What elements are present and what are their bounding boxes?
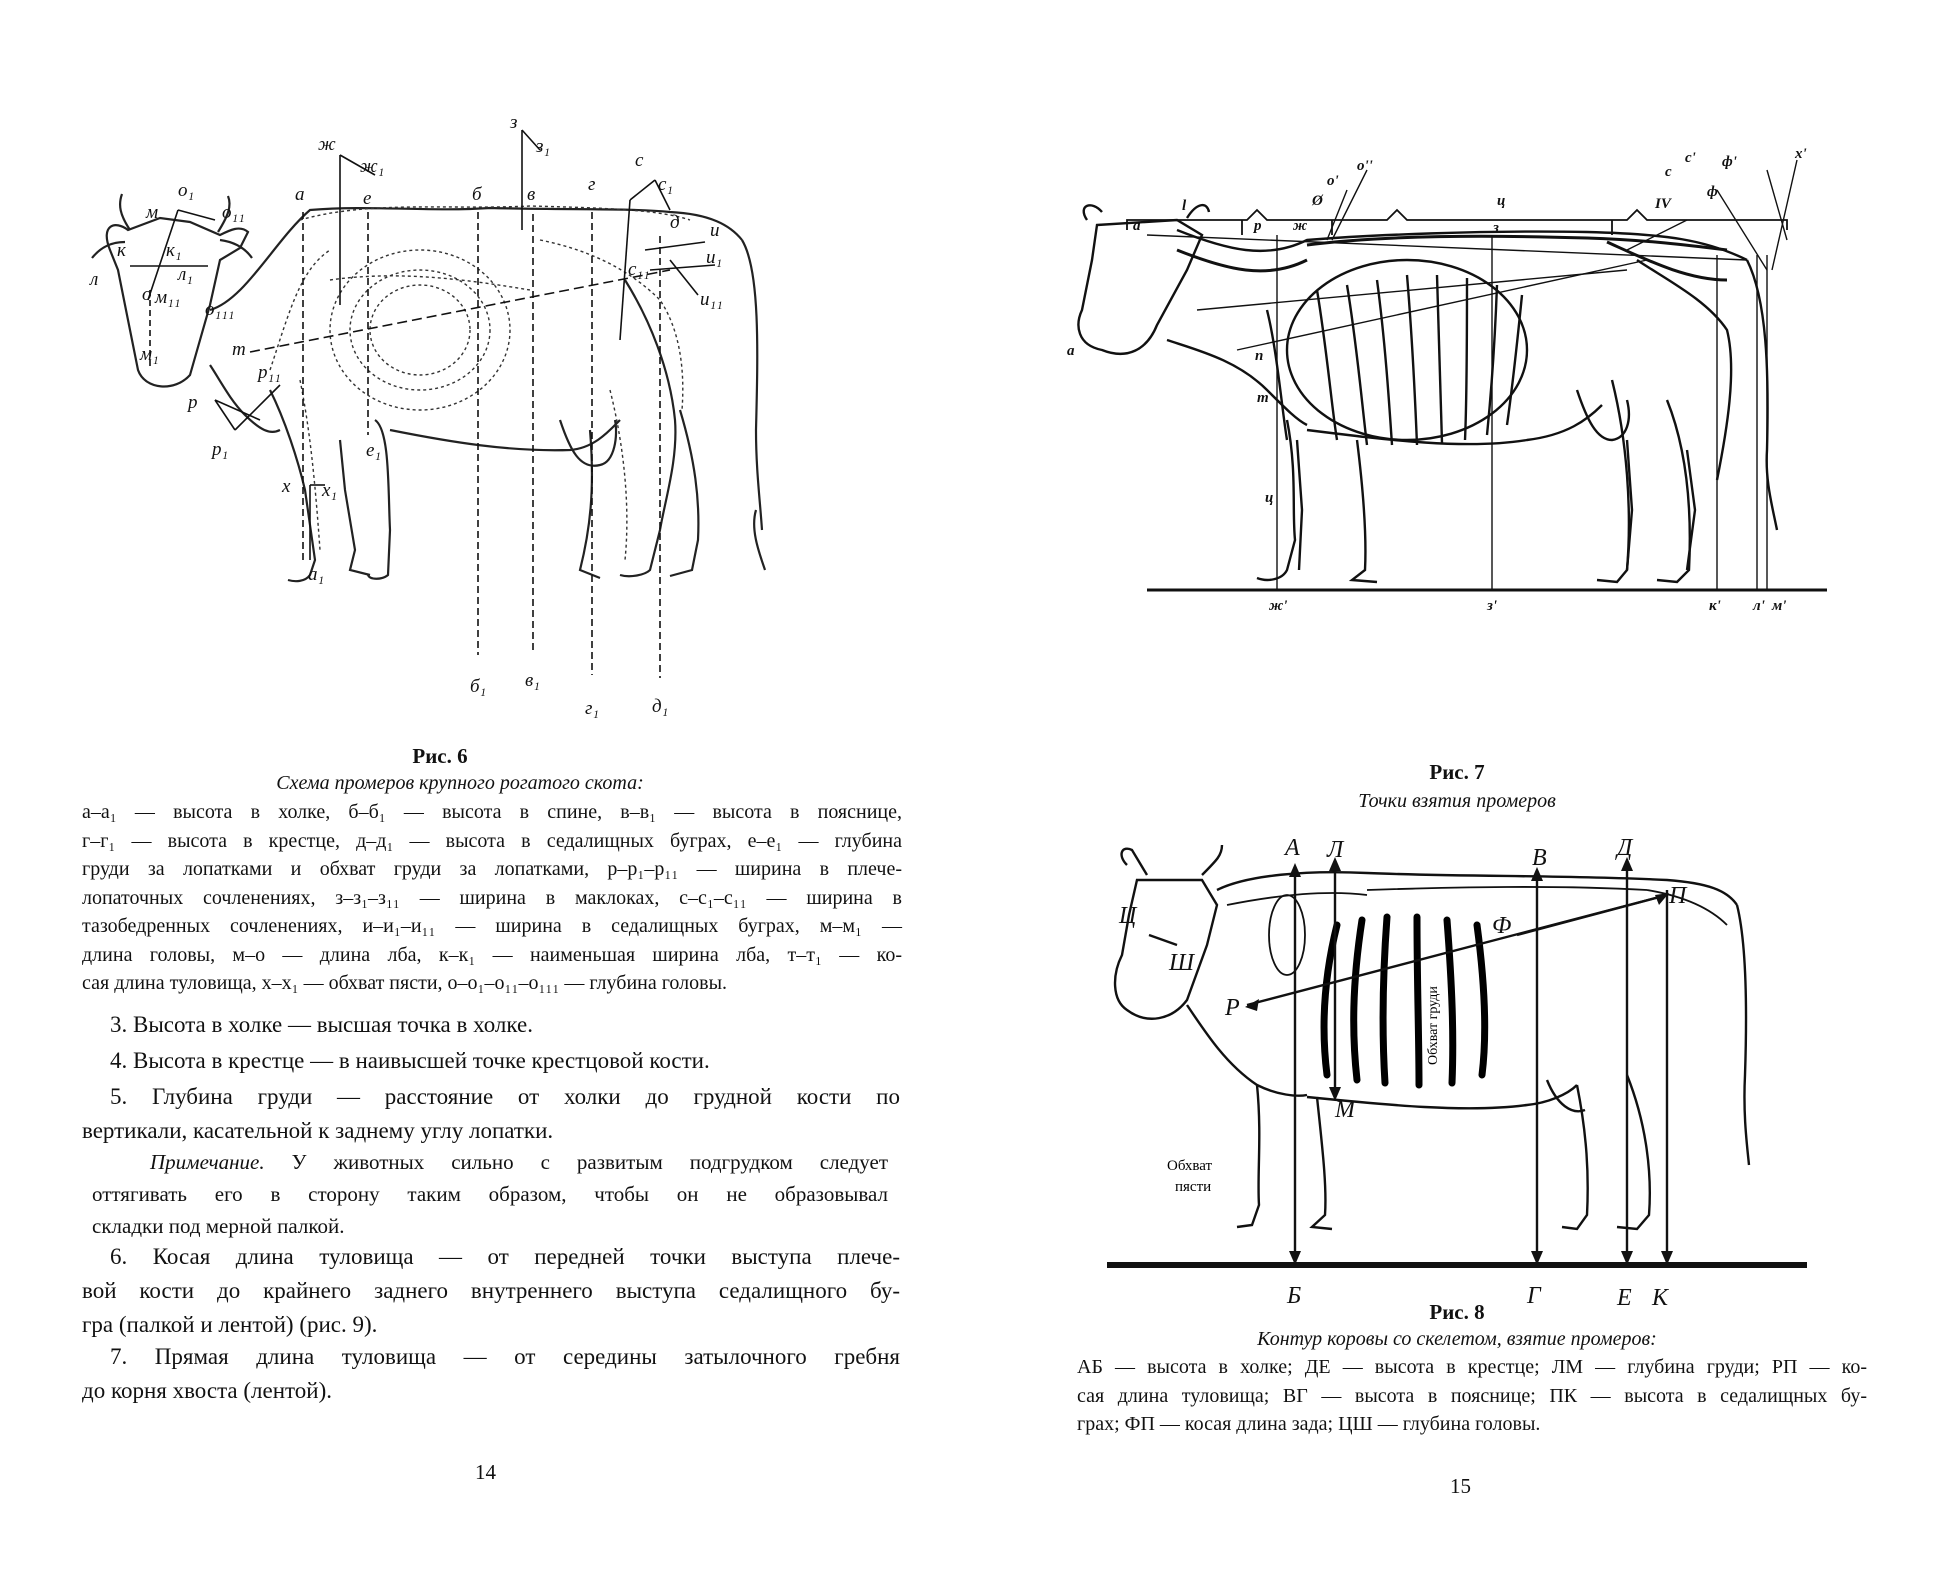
svg-text:ф': ф' bbox=[1722, 154, 1737, 170]
svg-text:Ц: Ц bbox=[1119, 903, 1137, 929]
metacarpus-label-line1: Обхват bbox=[1167, 1158, 1213, 1174]
svg-text:А: А bbox=[1285, 835, 1300, 861]
chest-girth-label: Обхват груди bbox=[1426, 986, 1441, 1065]
figure7-title: Точки взятия промеров bbox=[1358, 790, 1556, 812]
paragraph-7-line: 7. Прямая длина туловища — от середины затылочного гребня bbox=[110, 1344, 900, 1369]
figure6-desc-line: груди за лопатками и обхват груди за лопатками, р–р₁–р₁₁ — ширина в плече- bbox=[82, 858, 902, 880]
figure8-desc-line: АБ — высота в холке; ДЕ — высота в крестце; ЛМ — глубина груди; РП — ко- bbox=[1077, 1356, 1867, 1378]
figure8-cow-contour-diagram bbox=[1107, 835, 1807, 1311]
svg-text:а: а bbox=[1133, 218, 1141, 234]
paragraph-7 bbox=[82, 1340, 900, 1408]
svg-text:ж': ж' bbox=[1269, 598, 1288, 614]
figure6-desc-line: г–г₁ — высота в крестце, д–д₁ — высота в седалищных буграх, е–е₁ — глубина bbox=[82, 829, 902, 852]
svg-text:р₁₁: р₁₁ bbox=[258, 362, 281, 383]
svg-text:о': о' bbox=[1327, 173, 1339, 189]
svg-text:л: л bbox=[90, 269, 99, 290]
svg-text:е₁: е₁ bbox=[366, 440, 382, 461]
svg-text:ж: ж bbox=[1293, 218, 1308, 234]
svg-text:ж₁: ж₁ bbox=[360, 156, 385, 177]
svg-text:ц: ц bbox=[1497, 193, 1506, 209]
svg-text:р: р bbox=[1254, 218, 1262, 234]
figure6-title: Схема промеров крупного рогатого скота: bbox=[276, 772, 644, 794]
svg-text:г₁: г₁ bbox=[585, 698, 600, 719]
svg-text:с₁: с₁ bbox=[658, 174, 674, 195]
svg-text:Ф: Ф bbox=[1492, 913, 1512, 939]
svg-text:Л: Л bbox=[1327, 837, 1344, 863]
figure7-skeleton-diagram bbox=[1067, 146, 1907, 750]
svg-text:и₁₁: и₁₁ bbox=[700, 289, 723, 310]
page-number-left: 14 bbox=[475, 1460, 496, 1484]
note-block bbox=[92, 1146, 888, 1242]
paragraph-6-line: 6. Косая длина туловища — от передней точки выступа плече- bbox=[110, 1244, 900, 1269]
note-line bbox=[92, 1146, 888, 1178]
svg-text:р₁: р₁ bbox=[212, 439, 229, 460]
svg-text:с': с' bbox=[1685, 150, 1696, 166]
svg-text:П: П bbox=[1669, 883, 1687, 909]
svg-text:м: м bbox=[146, 202, 159, 223]
svg-text:IV: IV bbox=[1655, 196, 1671, 212]
paragraph-5-line: вертикали, касательной к заднему углу лопатки. bbox=[82, 1118, 554, 1143]
svg-text:х': х' bbox=[1795, 146, 1807, 162]
svg-text:с₁₁: с₁₁ bbox=[628, 259, 650, 280]
figure6-desc-line: лопаточных сочленениях, з–з₁–з₁₁ — ширина в маклоках, с–с₁–с₁₁ — ширина в bbox=[82, 886, 902, 909]
svg-text:г: г bbox=[588, 174, 596, 195]
figure6-desc-line: сая длина туловища, х–х₁ — обхват пясти, о–о₁–о₁₁–о₁₁₁ — глубина головы. bbox=[82, 972, 728, 994]
svg-text:п: п bbox=[1255, 348, 1264, 364]
note-line: оттягивать его в сторону таким образом, чтобы он не образовывал bbox=[92, 1182, 888, 1206]
svg-text:б: б bbox=[472, 184, 482, 205]
svg-text:с: с bbox=[1665, 164, 1672, 180]
svg-text:к: к bbox=[117, 240, 126, 261]
svg-text:к₁: к₁ bbox=[166, 240, 182, 261]
svg-text:б₁: б₁ bbox=[470, 676, 487, 697]
figure8-description bbox=[1077, 1353, 1867, 1439]
svg-text:Р: Р bbox=[1225, 995, 1240, 1021]
svg-text:х: х bbox=[282, 476, 291, 497]
svg-text:о'': о'' bbox=[1357, 158, 1373, 174]
svg-text:Д: Д bbox=[1617, 835, 1633, 861]
svg-text:т: т bbox=[232, 339, 246, 360]
figure6-cow-measurement-diagram bbox=[70, 112, 870, 730]
svg-text:а: а bbox=[295, 184, 305, 205]
svg-text:о₁: о₁ bbox=[178, 180, 195, 201]
svg-text:з: з bbox=[510, 112, 518, 133]
figure8-title: Контур коровы со скелетом, взятие промеров: bbox=[1257, 1328, 1657, 1350]
svg-text:о₁₁: о₁₁ bbox=[222, 202, 245, 223]
svg-text:з: з bbox=[1493, 220, 1499, 236]
metacarpus-label-line2: пясти bbox=[1175, 1179, 1212, 1195]
svg-text:и: и bbox=[710, 220, 720, 241]
svg-text:и₁: и₁ bbox=[706, 247, 723, 268]
svg-text:м₁: м₁ bbox=[140, 344, 159, 365]
figure7-label: Рис. 7 bbox=[1429, 760, 1485, 784]
svg-text:в: в bbox=[527, 184, 536, 205]
svg-text:В: В bbox=[1532, 845, 1547, 871]
note-line: складки под мерной палкой. bbox=[92, 1214, 345, 1238]
svg-text:а: а bbox=[1067, 343, 1075, 359]
paragraph-6-line: гра (палкой и лентой) (рис. 9). bbox=[82, 1312, 378, 1337]
svg-text:Б: Б bbox=[1287, 1283, 1302, 1309]
right-page bbox=[977, 0, 1954, 1571]
svg-text:с: с bbox=[635, 150, 644, 171]
svg-text:д: д bbox=[670, 212, 680, 233]
figure6-description bbox=[82, 798, 902, 998]
figure8-label: Рис. 8 bbox=[1429, 1300, 1485, 1324]
figure6-desc-line: а–а₁ — высота в холке, б–б₁ — высота в спине, в–в₁ — высота в пояснице, bbox=[82, 801, 902, 823]
paragraph-6 bbox=[82, 1240, 900, 1342]
paragraph-3 bbox=[110, 1008, 900, 1042]
svg-text:л': л' bbox=[1753, 598, 1765, 614]
svg-text:а₁: а₁ bbox=[308, 564, 325, 585]
note-label: Примечание. bbox=[150, 1150, 265, 1174]
paragraph-5-line: 5. Глубина груди — расстояние от холки до грудной кости по bbox=[110, 1084, 900, 1109]
svg-text:ф: ф bbox=[1707, 184, 1718, 200]
paragraph-6-line: вой кости до крайнего заднего внутреннего выступа седалищного бу- bbox=[82, 1278, 900, 1303]
figure6-desc-line: тазобедренных сочленениях, и–и₁–и₁₁ — ширина в седалищных буграх, м–м₁ — bbox=[82, 915, 902, 937]
svg-text:Ø: Ø bbox=[1312, 193, 1323, 209]
svg-text:д₁: д₁ bbox=[652, 696, 669, 717]
figure8-desc-line: грах; ФП — косая длина зада; ЦШ — глубина головы. bbox=[1077, 1413, 1541, 1435]
svg-text:з': з' bbox=[1487, 598, 1498, 614]
svg-text:о: о bbox=[142, 284, 152, 305]
svg-text:l: l bbox=[1182, 198, 1187, 214]
svg-text:Ш: Ш bbox=[1169, 950, 1195, 976]
svg-text:з₁: з₁ bbox=[536, 136, 551, 157]
svg-text:м₁₁: м₁₁ bbox=[155, 287, 181, 308]
svg-text:т: т bbox=[1257, 390, 1269, 406]
svg-text:х₁: х₁ bbox=[322, 480, 338, 501]
svg-text:Г: Г bbox=[1527, 1283, 1541, 1309]
paragraph-3-text: 3. Высота в холке — высшая точка в холке. bbox=[110, 1012, 533, 1037]
page-number-right: 15 bbox=[1450, 1474, 1471, 1498]
svg-text:К: К bbox=[1652, 1285, 1668, 1311]
svg-text:л₁: л₁ bbox=[178, 264, 193, 285]
note-line-text: У животных сильно с развитым подгрудком следует bbox=[291, 1150, 889, 1174]
svg-text:к': к' bbox=[1709, 598, 1721, 614]
paragraph-4 bbox=[110, 1044, 900, 1078]
svg-text:в₁: в₁ bbox=[525, 670, 540, 691]
figure8-desc-line: сая длина туловища; ВГ — высота в пояснице; ПК — высота в седалищных бу- bbox=[1077, 1384, 1867, 1407]
paragraph-4-text: 4. Высота в крестце — в наивысшей точке крестцовой кости. bbox=[110, 1048, 710, 1073]
svg-text:М: М bbox=[1335, 1097, 1355, 1123]
figure6-desc-line: длина головы, м–о — длина лба, к–к₁ — наименьшая ширина лба, т–т₁ — ко- bbox=[82, 943, 902, 966]
paragraph-5 bbox=[82, 1080, 900, 1148]
figure6-label: Рис. 6 bbox=[412, 744, 468, 768]
svg-text:о₁₁₁: о₁₁₁ bbox=[205, 299, 235, 320]
paragraph-7-line: до корня хвоста (лентой). bbox=[82, 1378, 332, 1403]
svg-text:ж: ж bbox=[318, 134, 336, 155]
svg-text:Е: Е bbox=[1617, 1285, 1632, 1311]
svg-text:ц: ц bbox=[1265, 490, 1274, 506]
svg-text:м': м' bbox=[1772, 598, 1787, 614]
svg-text:р: р bbox=[188, 392, 198, 413]
svg-text:е: е bbox=[363, 188, 372, 209]
